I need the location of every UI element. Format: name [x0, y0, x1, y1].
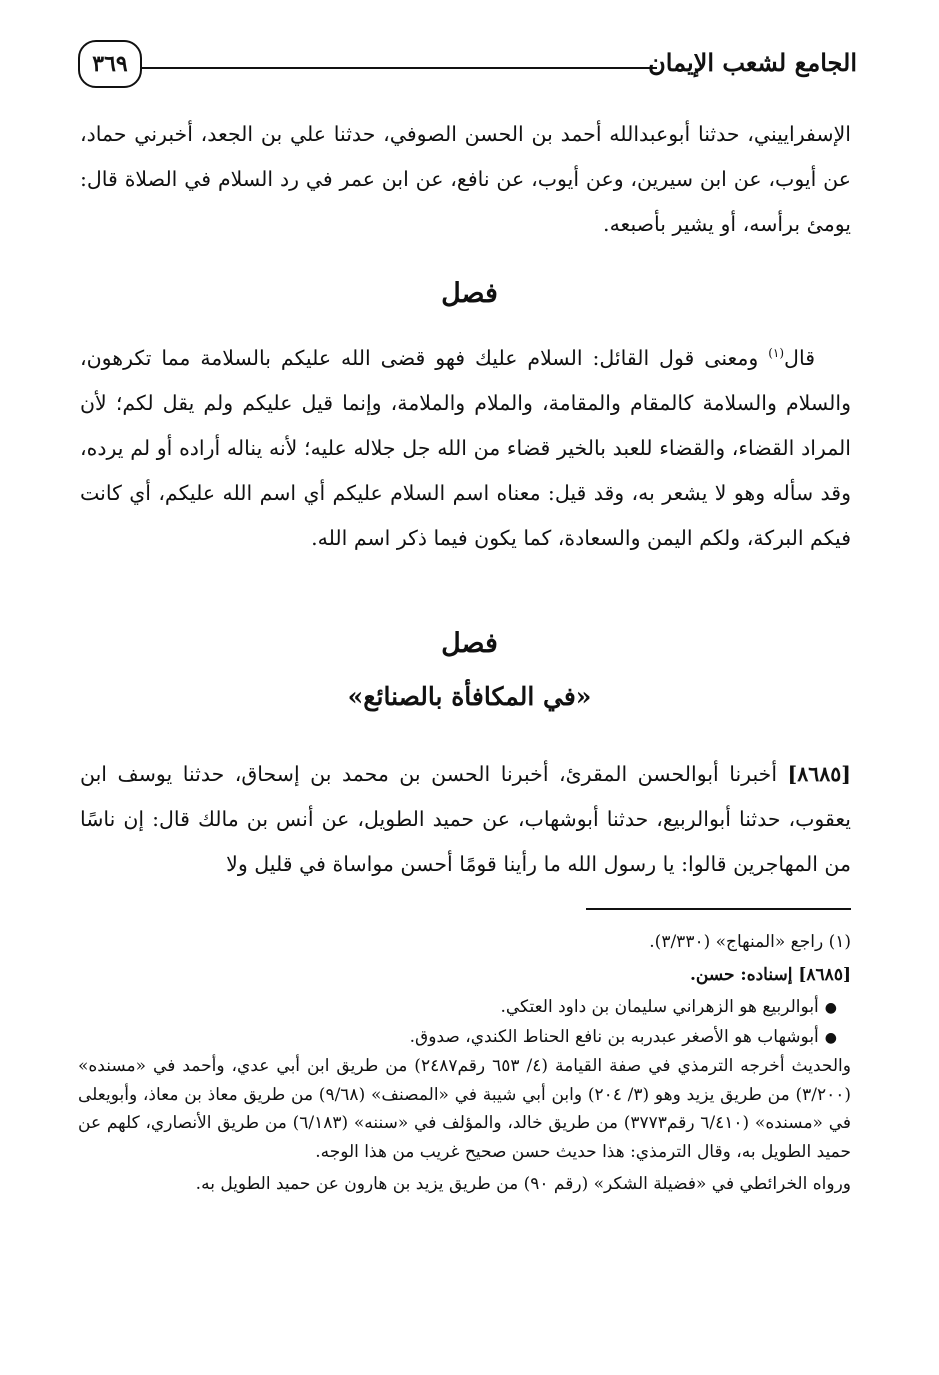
- hadith-text: أخبرنا أبوالحسن المقرئ، أخبرنا الحسن بن محمد بن إسحاق، حدثنا يوسف ابن يعقوب، حدثنا أبوالربيع، حدثنا أبوشهاب، عن حميد الطويل، عن أنس بن مالك قال: إن ناسًا من المهاجرين قالوا: يا رسول الله ما رأينا قومًا أحسن مواساة في قليل ولا: [80, 762, 851, 876]
- section1-paragraph: [80, 336, 851, 561]
- header-rule: [140, 67, 657, 69]
- bullet-icon: ●: [824, 1000, 837, 1016]
- footnote-bullet: [78, 1023, 851, 1053]
- section-subheading: «في المكافأة بالصنائع»: [347, 682, 592, 711]
- footnote-takhrij: والحديث أخرجه الترمذي في صفة القيامة (٤/ ٦٥٣ رقم٢٤٨٧) من طريق ابن أبي عدي، وأحمد في «مسنده» (٣/٢٠٠) من طريق يزيد وهو (٣/ ٢٠٤) وابن أبي شيبة في «المصنف» (٩/٦٨) من طريق معاذ بن معاذ، وأبويعلى في «مسنده» (٦/٤١٠ رقم٣٧٧٣) من طريق خالد، والمؤلف في «سننه» (٦/١٨٣) من طريق الأنصاري، كلهم عن حميد الطويل به، وقال الترمذي: هذا حديث حسن صحيح غريب من هذا الوجه.: [78, 1056, 851, 1162]
- para-start: قال: [784, 346, 815, 370]
- footnote-separator: [586, 908, 851, 910]
- para-rest: ومعنى قول القائل: السلام عليك فهو قضى الله عليكم بالسلامة مما تكرهون، والسلام والسلامة كالمقام والمقامة، والملام والملامة، وإنما قيل عليكم ولم يقل لكم؛ لأن المراد القضاء، والقضاء للعبد بالخير قضاء من الله جل جلاله عليه؛ لأنه يناله أراده أو لم يرده، وقد سأله وهو لا يشعر به، وقد قيل: معناه اسم السلام عليكم أي اسم الله عليكم، أي كانت فيكم البركة، ولكم اليمن والسعادة، كما يكون فيما ذكر اسم الله.: [80, 346, 851, 550]
- opening-paragraph: الإسفراييني، حدثنا أبوعبدالله أحمد بن الحسن الصوفي، حدثنا علي بن الجعد، أخبرني حماد، عن أيوب، عن ابن سيرين، وعن أيوب، عن نافع، عن ابن عمر في رد السلام في الصلاة قال: يومئ برأسه، أو يشير بأصبعه.: [80, 122, 851, 236]
- footnote-hadith-label: [٨٦٨٥] إسناده: حسن.: [689, 964, 851, 985]
- running-header: [78, 40, 857, 92]
- bullet-text: أبوشهاب هو الأصغر عبدربه بن نافع الحناط الكندي، صدوق.: [409, 1026, 819, 1047]
- footnote-bullet: [78, 993, 851, 1023]
- bullet-text: أبوالربيع هو الزهراني سليمان بن داود العتكي.: [500, 997, 819, 1017]
- footnotes: [78, 928, 851, 1203]
- page-number: ٣٦٩: [78, 40, 142, 88]
- hadith-paragraph: [80, 752, 851, 887]
- footnote-1: (١) راجع «المنهاج» (٣/٣٣٠).: [649, 932, 851, 952]
- footnote-final: ورواه الخرائطي في «فضيلة الشكر» (رقم ٩٠) من طريق يزيد بن هارون عن حميد الطويل به.: [195, 1174, 851, 1194]
- book-title: الجامع لشعب الإيمان: [648, 48, 857, 77]
- section-heading-1: فصل: [441, 278, 498, 309]
- bullet-icon: ●: [824, 1029, 837, 1046]
- hadith-number: [٨٦٨٥]: [787, 762, 851, 786]
- footnote-marker: (١): [768, 346, 785, 361]
- section-heading-2: فصل: [441, 628, 498, 659]
